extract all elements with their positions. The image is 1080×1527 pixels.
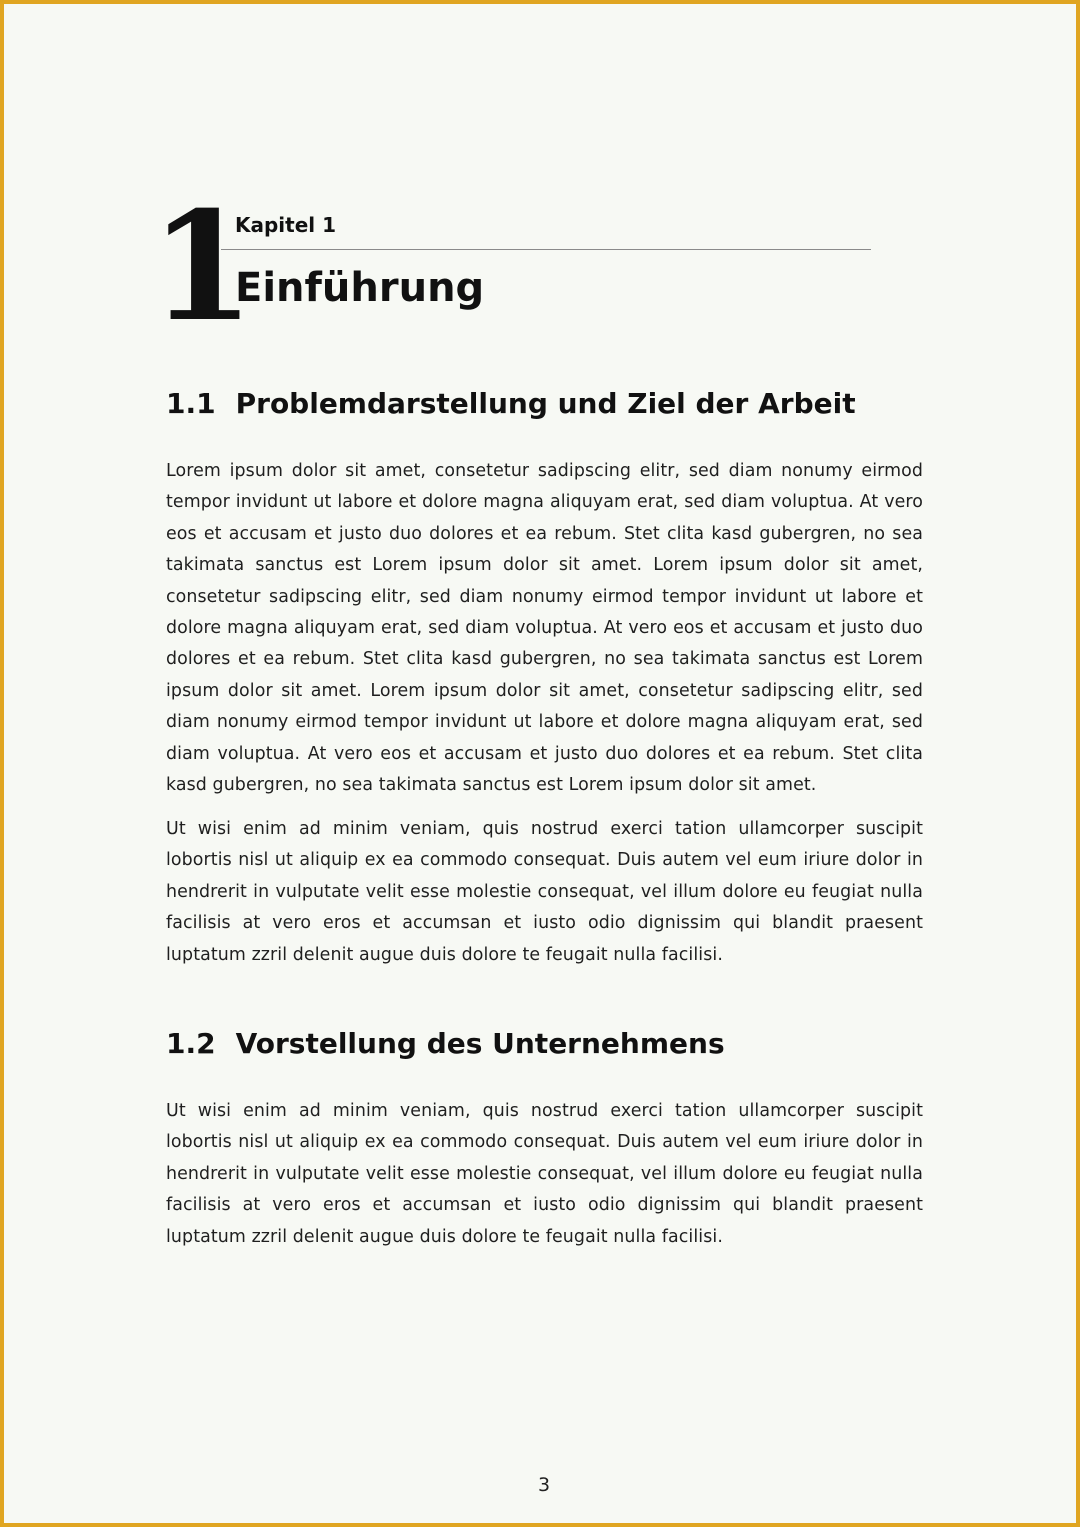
chapter-rule bbox=[221, 249, 871, 250]
chapter-number: 1 bbox=[150, 179, 251, 355]
section-title: Problemdarstellung und Ziel der Arbeit bbox=[235, 387, 856, 420]
section-number: 1.2 bbox=[166, 1027, 216, 1060]
paragraph: Ut wisi enim ad minim veniam, quis nostrud exerci tation ullamcorper suscipit lobortis nisl ut aliquip ex ea commodo consequat. Duis autem vel eum iriure dolor in hendrerit in vulputate velit esse molestie consequat, vel illum dolore eu feugiat nulla facilisis at vero eros et accumsan et iusto odio dignissim qui blandit praesent luptatum zzril delenit augue duis dolore te feugait nulla facilisi. bbox=[166, 819, 923, 965]
paragraph: Lorem ipsum dolor sit amet, consetetur sadipscing elitr, sed diam nonumy eirmod tempor invidunt ut labore et dolore magna aliquyam erat, sed diam voluptua. At vero eos et accusam et justo duo dolores et ea rebum. Stet clita kasd gubergren, no sea takimata sanctus est Lorem ipsum dolor sit amet. Lorem ipsum dolor sit amet, consetetur sadipscing elitr, sed diam nonumy eirmod tempor invidunt ut labore et dolore magna aliquyam erat, sed diam voluptua. At vero eos et accusam et justo duo dolores et ea rebum. Stet clita kasd gubergren, no sea takimata sanctus est Lorem ipsum dolor sit amet. Lorem ipsum dolor sit amet, consetetur sadipscing elitr, sed diam nonumy eirmod tempor invidunt ut labore et dolore magna aliquyam erat, sed diam voluptua. At vero eos et accusam et justo duo dolores et ea rebum. Stet clita kasd gubergren, no sea takimata sanctus est Lorem ipsum dolor sit amet. bbox=[166, 461, 923, 796]
section-heading-1-2 bbox=[166, 1026, 725, 1062]
section-number: 1.1 bbox=[166, 387, 216, 420]
chapter-title: Einführung bbox=[235, 265, 485, 311]
chapter-label: Kapitel 1 bbox=[235, 213, 337, 237]
section-title: Vorstellung des Unternehmens bbox=[235, 1027, 725, 1060]
page-number: 3 bbox=[537, 1474, 551, 1496]
section-heading-1-1 bbox=[166, 386, 856, 422]
paragraph: Ut wisi enim ad minim veniam, quis nostrud exerci tation ullamcorper suscipit lobortis nisl ut aliquip ex ea commodo consequat. Duis autem vel eum iriure dolor in hendrerit in vulputate velit esse molestie consequat, vel illum dolore eu feugiat nulla facilisis at vero eros et accumsan et iusto odio dignissim qui blandit praesent luptatum zzril delenit augue duis dolore te feugait nulla facilisi. bbox=[166, 1101, 923, 1247]
